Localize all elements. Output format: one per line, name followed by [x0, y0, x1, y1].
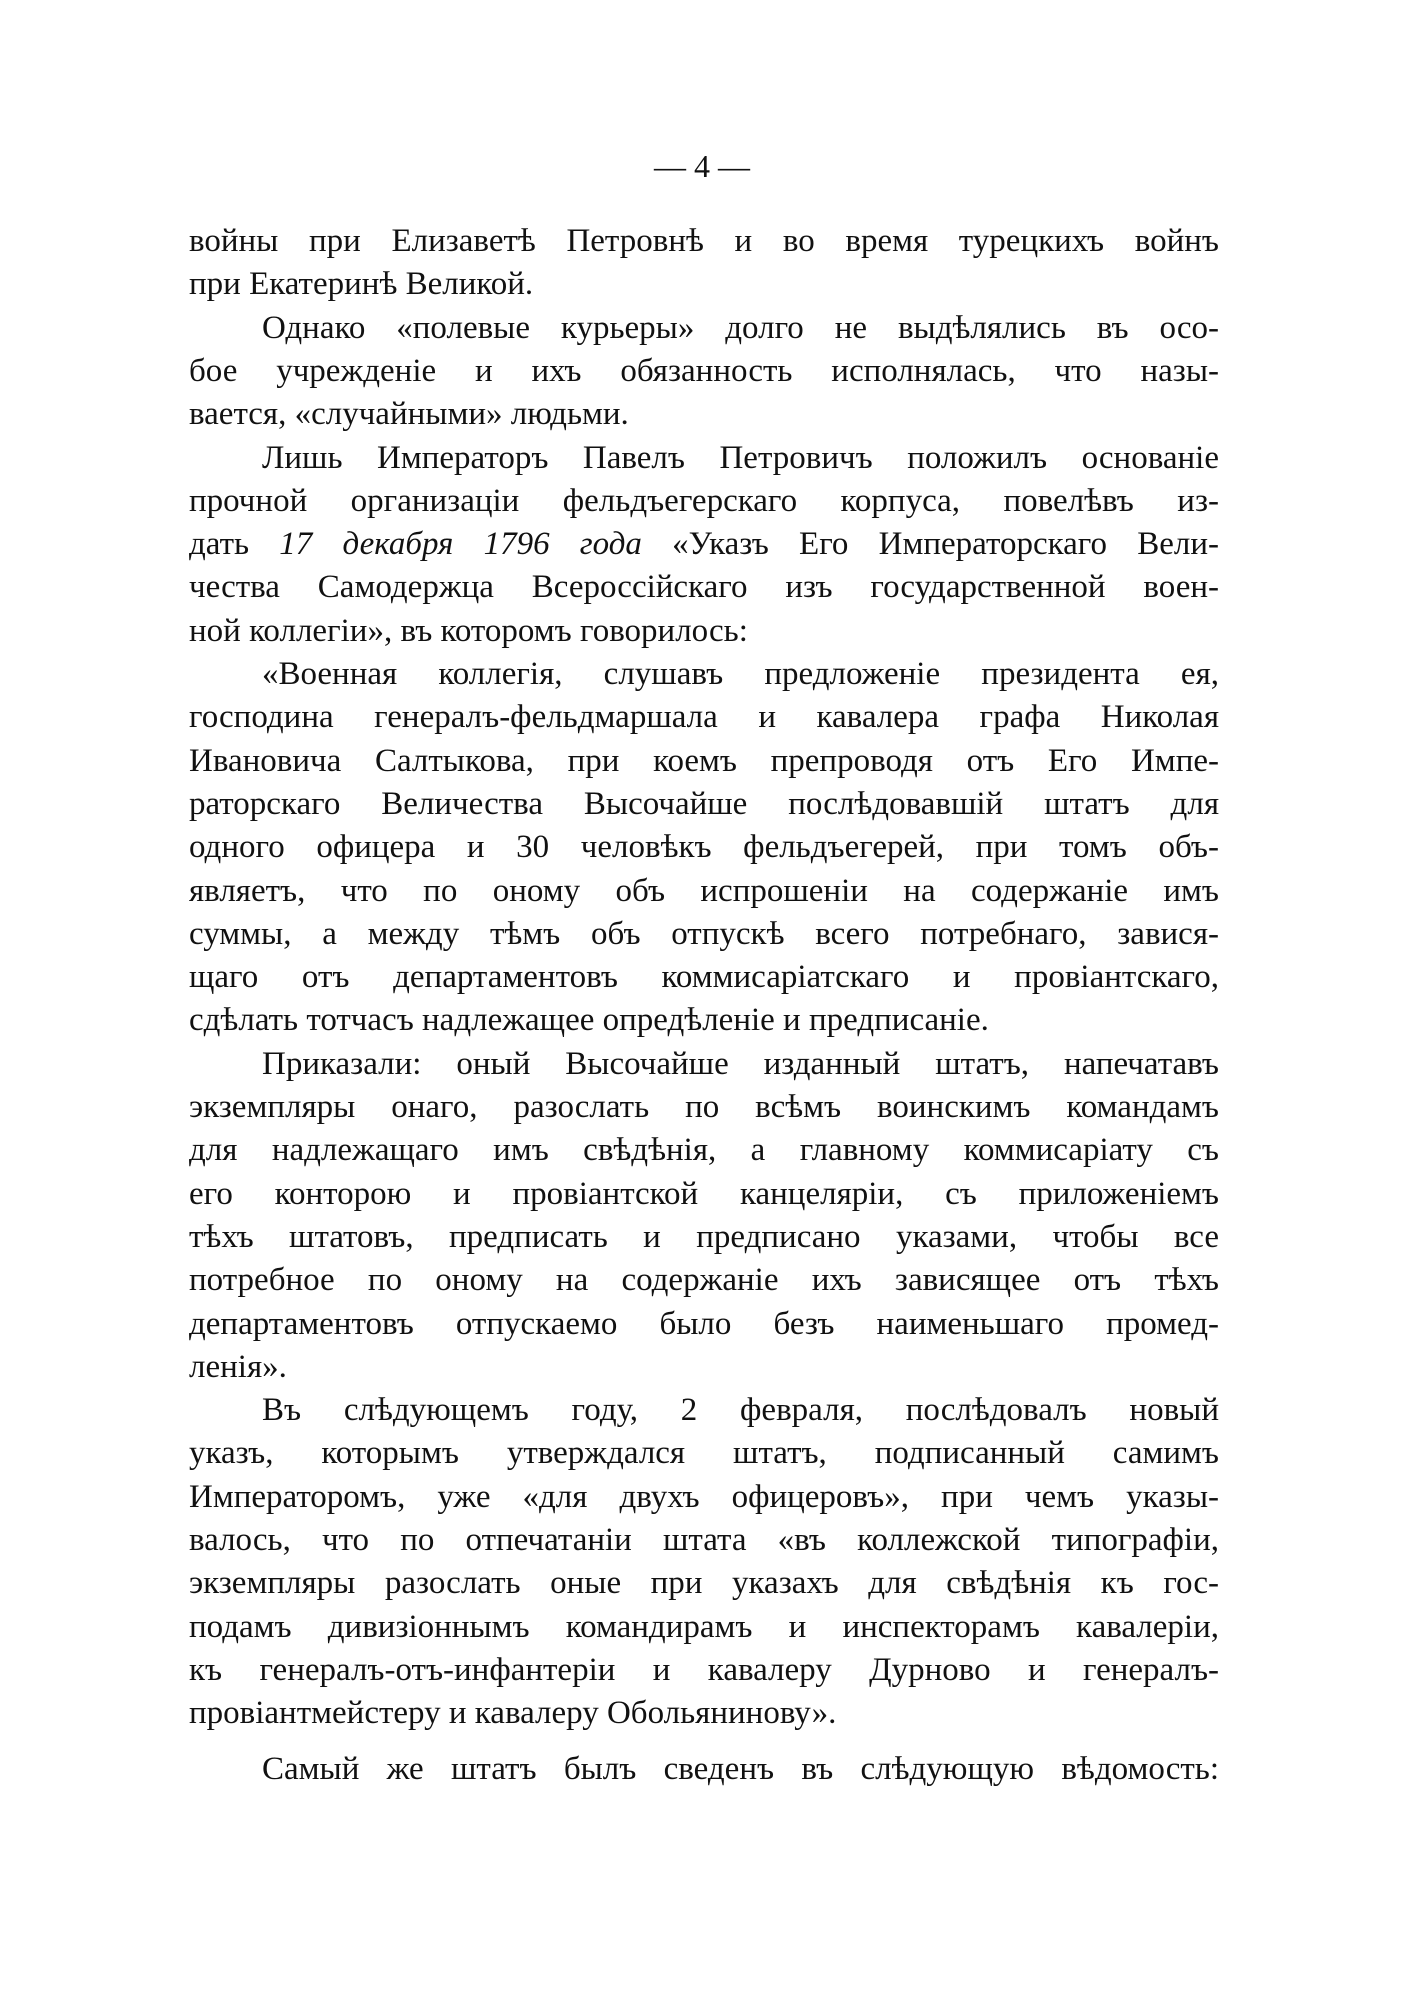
- text-line: департаментовъ отпускаемо было безъ наименьшаго промед-: [189, 1305, 1219, 1342]
- text-line: при Екатеринѣ Великой.: [189, 266, 534, 303]
- text-line: [189, 522, 1219, 566]
- text-line: суммы, а между тѣмъ объ отпускѣ всего потребнаго, завися-: [189, 915, 1219, 952]
- text-line: Лишь Императоръ Павелъ Петровичъ положилъ основаніе: [262, 439, 1219, 476]
- text-line: раторскаго Величества Высочайше послѣдовавшій штатъ для: [189, 785, 1219, 822]
- text-line: господина генералъ-фельдмаршала и кавалера графа Николая: [189, 699, 1219, 736]
- italic-date: 17 декабря 1796 года: [279, 526, 642, 563]
- text-line: Самый же штатъ былъ сведенъ въ слѣдующую вѣдомость:: [262, 1750, 1219, 1787]
- text-segment: дать: [189, 526, 280, 563]
- text-line: для надлежащаго имъ свѣдѣнія, а главному коммисаріату съ: [189, 1132, 1219, 1169]
- text-line: бое учрежденіе и ихъ обязанность исполнялась, что назы-: [189, 352, 1219, 389]
- text-line: экземпляры онаго, разослать по всѣмъ воинскимъ командамъ: [189, 1089, 1219, 1125]
- text-line: провіантмейстеру и кавалеру Обольянинову».: [189, 1695, 837, 1732]
- text-line: Въ слѣдующемъ году, 2 февраля, послѣдовалъ новый: [262, 1392, 1219, 1429]
- text-line: Императоромъ, уже «для двухъ офицеровъ», при чемъ указы-: [189, 1478, 1219, 1515]
- text-line: ной коллегіи», въ которомъ говорилось:: [189, 612, 748, 649]
- text-line: войны при Елизаветѣ Петровнѣ и во время турецкихъ войнъ: [189, 223, 1219, 259]
- text-line: Однако «полевые курьеры» долго не выдѣлялись въ осо-: [262, 309, 1219, 346]
- text-line: «Военная коллегія, слушавъ предложеніе президента ея,: [262, 656, 1219, 692]
- text-line: одного офицера и 30 человѣкъ фельдъегерей, при томъ объ-: [189, 829, 1219, 866]
- text-line: потребное по оному на содержаніе ихъ зависящее отъ тѣхъ: [189, 1262, 1219, 1299]
- text-line: чества Самодержца Всероссійскаго изъ государственной воен-: [189, 569, 1219, 606]
- text-line: Приказали: оный Высочайше изданный штатъ, напечатавъ: [262, 1045, 1219, 1082]
- text-line: тѣхъ штатовъ, предписать и предписано указами, чтобы все: [189, 1218, 1219, 1255]
- text-line: прочной организаціи фельдъегерскаго корпуса, повелѣвъ из-: [189, 482, 1219, 519]
- text-line: сдѣлать тотчасъ надлежащее опредѣленіе и предписаніе.: [189, 1002, 989, 1039]
- text-line: щаго отъ департаментовъ коммисаріатскаго и провіантскаго,: [189, 959, 1219, 996]
- text-line: указъ, которымъ утверждался штатъ, подписанный самимъ: [189, 1435, 1219, 1472]
- text-line: къ генералъ-отъ-инфантеріи и кавалеру Дурново и генералъ-: [189, 1651, 1219, 1688]
- text-line: валось, что по отпечатаніи штата «въ коллежской типографіи,: [189, 1522, 1219, 1558]
- text-line: подамъ дивизіоннымъ командирамъ и инспекторамъ кавалеріи,: [189, 1608, 1219, 1645]
- text-line: вается, «случайными» людьми.: [189, 396, 629, 433]
- page-number: — 4 —: [654, 148, 750, 184]
- text-line: его конторою и провіантской канцеляріи, съ приложеніемъ: [189, 1175, 1219, 1212]
- text-line: Ивановича Салтыкова, при коемъ препроводя отъ Его Импе-: [189, 742, 1219, 779]
- text-line: являетъ, что по оному объ испрошеніи на содержаніе имъ: [189, 872, 1219, 909]
- text-segment: «Указъ Его Императорскаго Вели-: [641, 526, 1219, 563]
- text-line: экземпляры разослать оные при указахъ для свѣдѣнія къ гос-: [189, 1565, 1219, 1602]
- text-line: ленія».: [189, 1348, 287, 1385]
